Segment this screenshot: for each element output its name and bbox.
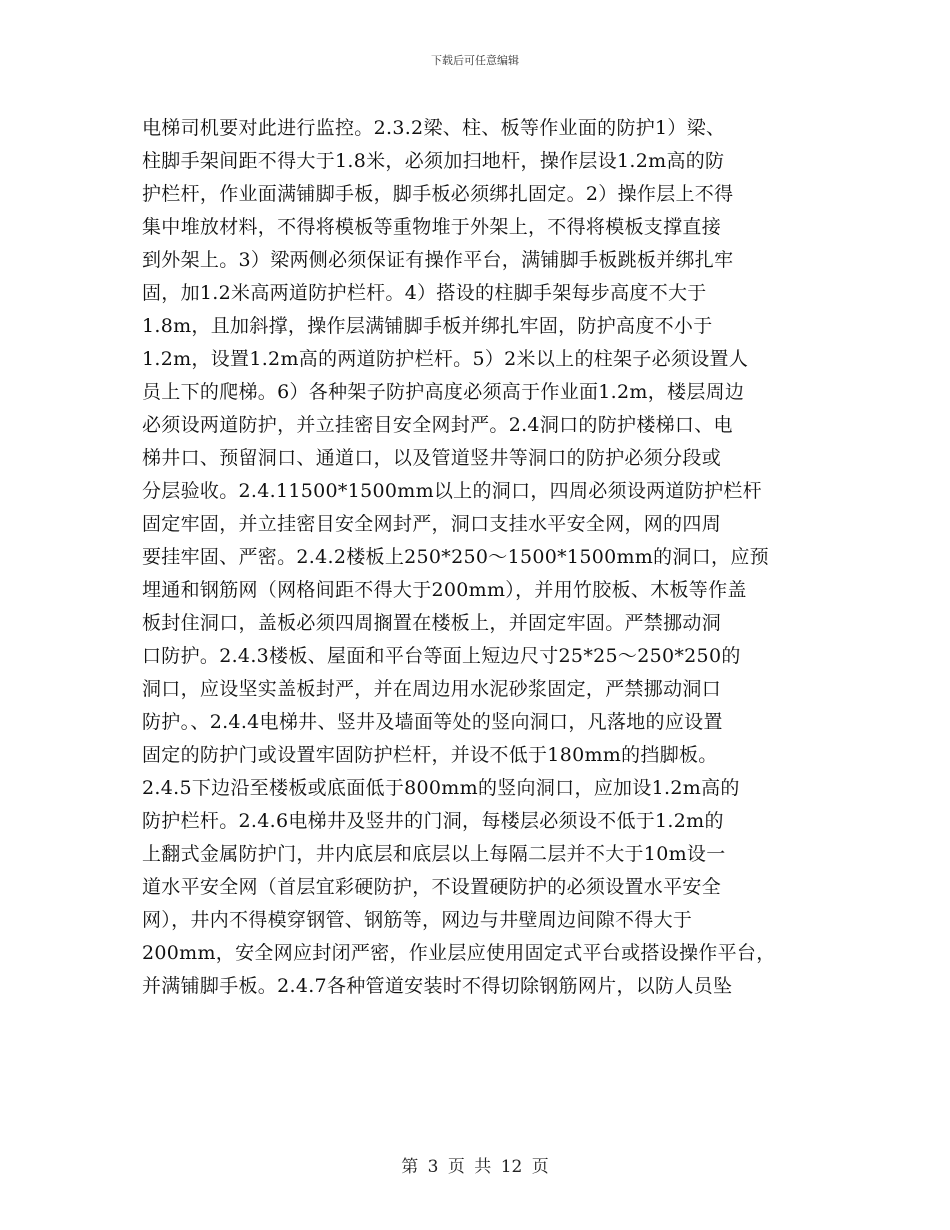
text-line: 梯井口、预留洞口、通道口，以及管道竖井等洞口的防护必须分段或 <box>142 447 722 469</box>
text-line: 电梯司机要对此进行监控。2.3.2梁、柱、板等作业面的防护1）梁、 <box>142 117 726 139</box>
text-line: 固定的防护门或设置牢固防护栏杆，并设不低于180mm的挡脚板。 <box>142 744 718 766</box>
text-line: 员上下的爬梯。6）各种架子防护高度必须高于作业面1.2m，楼层周边 <box>142 381 745 403</box>
text-line: 板封住洞口，盖板必须四周搁置在楼板上，并固定牢固。严禁挪动洞 <box>142 612 722 634</box>
text-line: 埋通和钢筋网（网格间距不得大于200mm），并用竹胶板、木板等作盖 <box>142 579 747 601</box>
text-line: 洞口，应设坚实盖板封严，并在周边用水泥砂浆固定，严禁挪动洞口 <box>142 678 722 700</box>
text-line: 1.2m，设置1.2m高的两道防护栏杆。5）2米以上的柱架子必须设置人 <box>142 348 749 370</box>
text-line: 护栏杆，作业面满铺脚手板，脚手板必须绑扎固定。2）操作层上不得 <box>142 183 734 205</box>
text-line: 固，加1.2米高两道防护栏杆。4）搭设的柱脚手架每步高度不大于 <box>142 282 707 304</box>
page-header: 下载后可任意编辑 <box>431 54 519 67</box>
text-line: 固定牢固，并立挂密目安全网封严，洞口支挂水平安全网，网的四周 <box>142 513 722 535</box>
text-line: 到外架上。3）梁两侧必须保证有操作平台，满铺脚手板跳板并绑扎牢 <box>142 249 734 271</box>
text-line: 并满铺脚手板。2.4.7各种管道安装时不得切除钢筋网片，以防人员坠 <box>142 975 733 997</box>
page-footer: 第 3 页 共 12 页 <box>401 1157 549 1177</box>
document-body <box>142 112 812 1003</box>
text-line: 防护栏杆。2.4.6电梯井及竖井的门洞，每楼层必须设不低于1.2m的 <box>142 810 724 832</box>
text-line: 口防护。2.4.3楼板、屋面和平台等面上短边尺寸25*25～250*250的 <box>142 645 741 667</box>
text-line: 200mm，安全网应封闭严密，作业层应使用固定式平台或搭设操作平台， <box>142 942 776 964</box>
text-line: 要挂牢固、严密。2.4.2楼板上250*250～1500*1500mm的洞口，应预 <box>142 546 769 568</box>
text-line: 2.4.5下边沿至楼板或底面低于800mm的竖向洞口，应加设1.2m高的 <box>142 777 740 799</box>
text-line: 必须设两道防护，并立挂密目安全网封严。2.4洞口的防护楼梯口、电 <box>142 414 733 436</box>
text-line: 道水平安全网（首层宜彩硬防护，不设置硬防护的必须设置水平安全 <box>142 876 722 898</box>
text-line: 1.8m，且加斜撑，操作层满铺脚手板并绑扎牢固，防护高度不小于 <box>142 315 713 337</box>
text-line: 上翻式金属防护门，井内底层和底层以上每隔二层并不大于10m设一 <box>142 843 726 865</box>
text-line: 防护。、2.4.4电梯井、竖井及墙面等处的竖向洞口，凡落地的应设置 <box>142 711 723 733</box>
text-line: 分层验收。2.4.11500*1500mm以上的洞口，四周必须设两道防护栏杆 <box>142 480 762 502</box>
text-line: 集中堆放材料，不得将模板等重物堆于外架上，不得将模板支撑直接 <box>142 216 722 238</box>
text-line: 柱脚手架间距不得大于1.8米，必须加扫地杆，操作层设1.2m高的防 <box>142 150 725 172</box>
text-line: 网），井内不得模穿钢管、钢筋等，网边与井壁周边间隙不得大于 <box>142 909 693 931</box>
